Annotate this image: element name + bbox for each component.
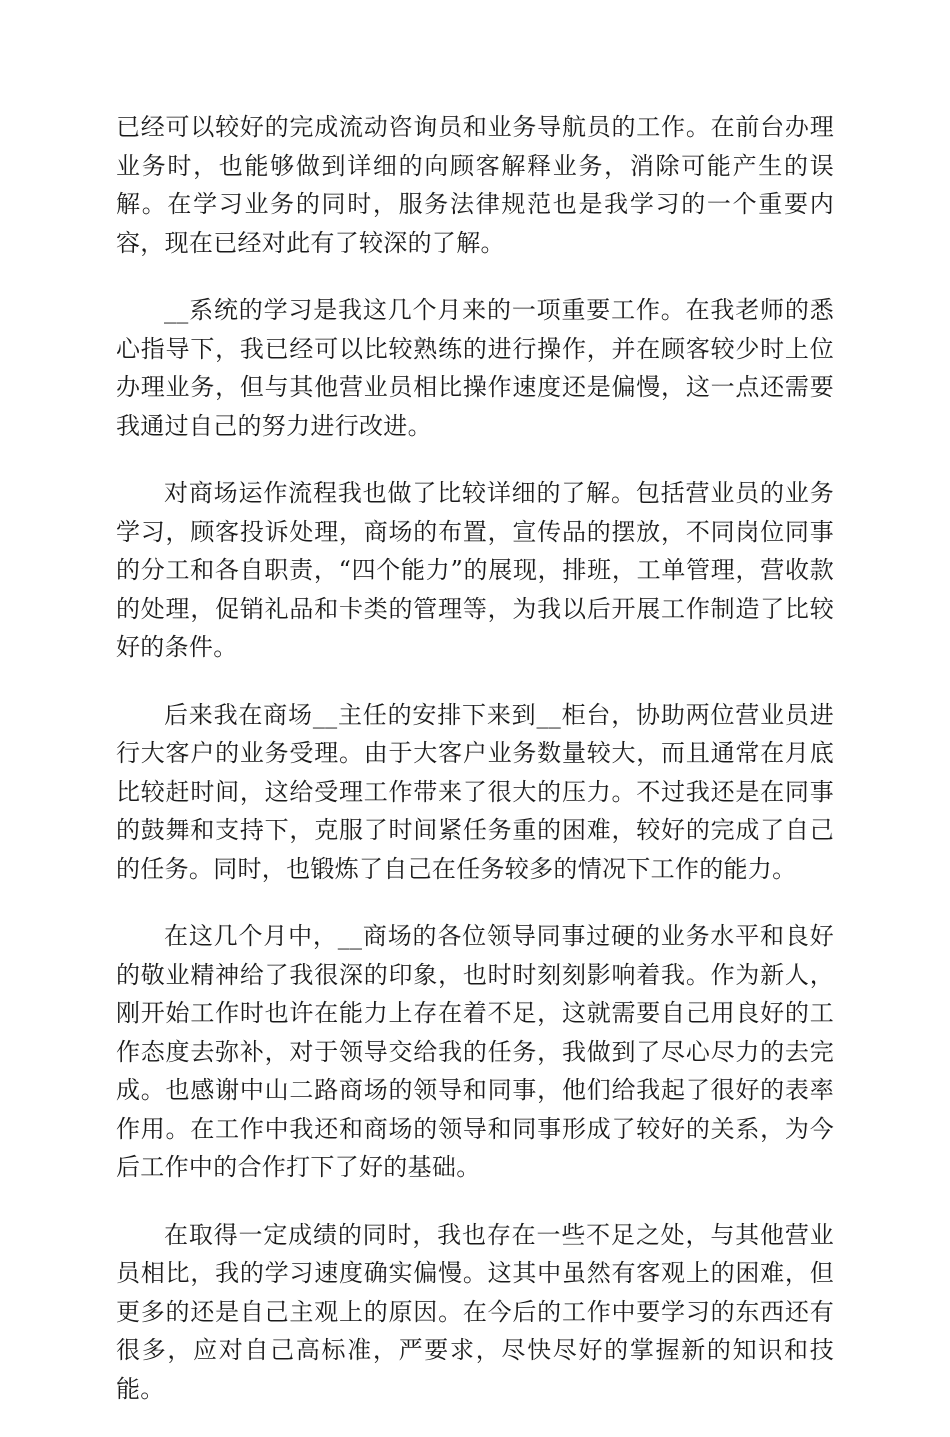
paragraph-colleagues: 在这几个月中，__商场的各位领导同事过硬的业务水平和良好的敬业精神给了我很深的印象，也时时刻刻影响着我。作为新人，刚开始工作时也许在能力上存在着不足，这就需要自己用良好的工作态度去弥补，对于领导交给我的任务，我做到了尽心尽力的去完成。也感谢中山二路商场的领导和同事，他们给我起了很好的表率作用。在工作中我还和商场的领导和同事形成了较好的关系，为今后工作中的合作打下了好的基础。 (116, 922, 834, 1181)
document-body (116, 108, 834, 1437)
paragraph-store-operations: 对商场运作流程我也做了比较详细的了解。包括营业员的业务学习，顾客投诉处理，商场的布置，宣传品的摆放，不同岗位同事的分工和各自职责，“四个能力”的展现，排班，工单管理，营收款的处理，促销礼品和卡类的管理等，为我以后开展工作制造了比较好的条件。 (116, 479, 834, 661)
paragraph-major-client: 后来我在商场__主任的安排下来到__柜台，协助两位营业员进行大客户的业务受理。由于大客户业务数量较大，而且通常在月底比较赶时间，这给受理工作带来了很大的压力。不过我还是在同事的鼓舞和支持下，克服了时间紧任务重的困难，较好的完成了自己的任务。同时，也锻炼了自己在任务较多的情况下工作的能力。 (116, 700, 834, 883)
paragraph-shortcomings: 在取得一定成绩的同时，我也存在一些不足之处，与其他营业员相比，我的学习速度确实偏慢。这其中虽然有客观上的困难，但更多的还是自己主观上的原因。在今后的工作中要学习的东西还有很多，应对自己高标准，严要求，尽快尽好的掌握新的知识和技能。 (116, 1220, 834, 1403)
paragraph-system-learning: __系统的学习是我这几个月来的一项重要工作。在我老师的悉心指导下，我已经可以比较熟练的进行操作，并在顾客较少时上位办理业务，但与其他营业员相比操作速度还是偏慢，这一点还需要我通过自己的努力进行改进。 (116, 296, 834, 440)
paragraph-continued: 已经可以较好的完成流动咨询员和业务导航员的工作。在前台办理业务时，也能够做到详细的向顾客解释业务，消除可能产生的误解。在学习业务的同时，服务法律规范也是我学习的一个重要内容，现在已经对此有了较深的了解。 (116, 113, 834, 257)
